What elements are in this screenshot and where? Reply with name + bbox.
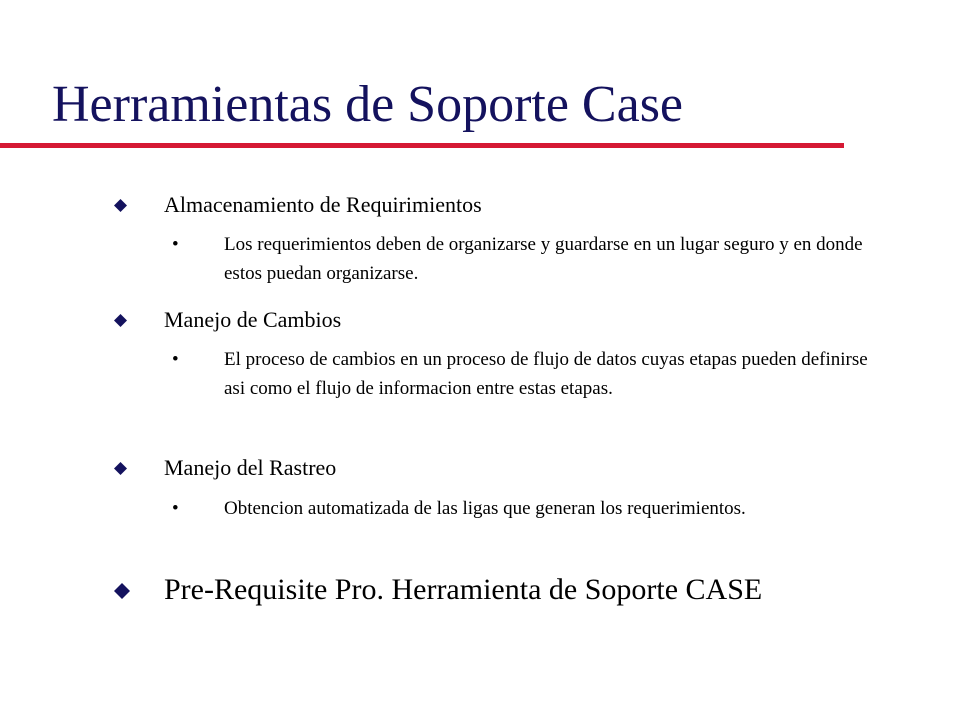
sub-bullet-dot: • [172,234,179,255]
bullet-item-storage [114,191,482,217]
diamond-bullet-icon [114,583,130,599]
sub-bullet-text: Obtencion automatizada de las ligas que generan los requerimientos. [224,498,746,519]
diamond-bullet-icon [114,199,127,212]
diamond-bullet-icon [114,462,127,475]
bullet-label: Pre-Requisite Pro. Herramienta de Soporte CASE [164,573,763,606]
slide-title: Herramientas de Soporte Case [52,76,684,133]
bullet-label: Manejo de Cambios [164,307,342,332]
diamond-bullet-icon [114,314,127,327]
sub-bullet-dot: • [172,498,179,519]
bullet-item-requisitepro [114,572,763,606]
bullet-label: Manejo del Rastreo [164,455,337,480]
sub-bullet-text: El proceso de cambios en un proceso de flujo de datos cuyas etapas pueden definirse asi como el flujo de informacion entre estas etapas. [224,349,868,399]
bullet-label: Almacenamiento de Requirimientos [164,192,482,217]
sub-bullet-dot: • [172,349,179,370]
bullet-item-tracking [114,454,337,480]
sub-bullet-text: Los requerimientos deben de organizarse y guardarse en un lugar seguro y en donde estos puedan organizarse. [224,234,863,284]
bullet-item-changes [114,306,342,332]
